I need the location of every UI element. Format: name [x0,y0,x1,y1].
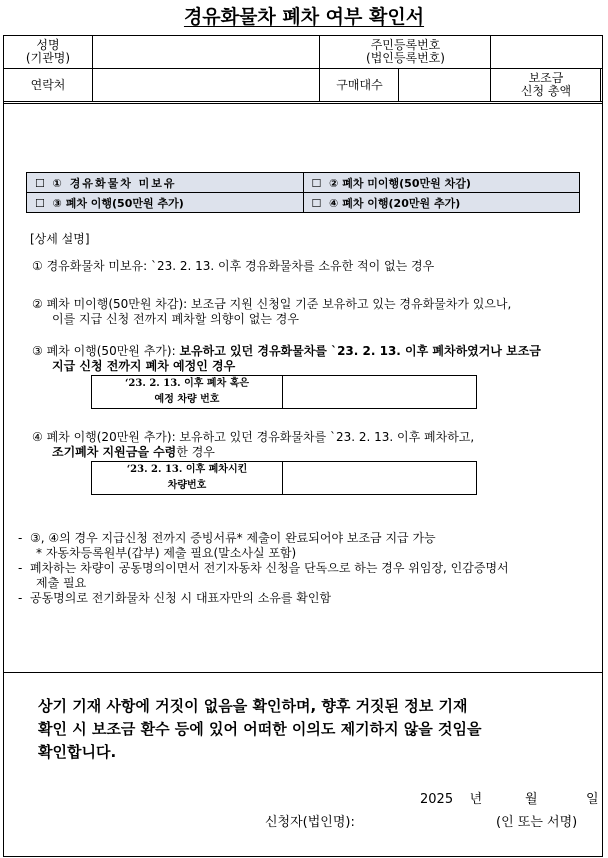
applicant-label: 신청자(법인명): [265,815,355,830]
detail-item-1: ① 경유화물차 미보유: `23. 2. 13. 이후 경유화물차를 소유한 적이 없는 경우 [32,259,435,273]
checkbox-icon[interactable]: ☐ [35,196,45,210]
checkbox-icon[interactable]: ☐ [311,176,322,190]
section-divider [3,103,603,104]
seal-label: (인 또는 서명) [496,815,578,830]
detail-item-4: ④ 폐차 이행(20만원 추가): 보유하고 있던 경유화물차를 `23. 2. 13. 이후 폐차하고, 조기폐차 지원금을 수령한 경우 [32,430,475,459]
scrap-plan-vehicle-table [91,375,477,409]
scrapped-vehicle-field[interactable] [283,462,477,495]
name-label: 성명 (기관명) [4,36,93,69]
subsidy-amount-field[interactable] [601,69,603,102]
scrapped-vehicle-table [91,461,477,495]
status-options-table [26,172,580,213]
option-not-scrapped[interactable]: ☐ ② 폐차 미이행(50만원 차감) [303,173,580,193]
applicant-info-table [3,35,603,102]
registration-number-label: 주민등록번호 (법인등록번호) [320,36,491,69]
option-scrapped-20[interactable]: ☐ ④ 폐차 이행(20만원 추가) [303,193,580,213]
confirmation-statement: 상기 기재 사항에 거짓이 없음을 확인하며, 향후 거짓된 정보 기재 확인 시 보조금 환수 등에 있어 어떠한 이의도 제기하지 않을 것임을 확인합니다. [38,697,482,761]
scrapped-vehicle-label: ‘23. 2. 13. 이후 폐차시킨 차량번호 [92,462,283,495]
scrap-plan-vehicle-label: ‘23. 2. 13. 이후 폐차 혹은 예정 차량 번호 [92,376,283,409]
detail-item-2: ② 폐차 미이행(50만원 차감): 보조금 지원 신청일 기준 보유하고 있는 경유화물차가 있으나, 이를 지급 신청 전까지 폐차할 의향이 없는 경우 [32,297,512,326]
date-day: 일 [586,792,599,807]
date-month: 월 [525,792,538,807]
contact-field[interactable] [93,69,320,102]
purchase-count-field[interactable] [399,69,491,102]
detail-header: [상세 설명] [30,232,90,246]
purchase-count-label: 구매대수 [320,69,399,102]
option-no-diesel-truck[interactable]: ☐ ① 경유화물차 미보유 [27,173,304,193]
checkbox-icon[interactable]: ☐ [311,196,322,210]
notes: - ③, ④의 경우 지급신청 전까지 증빙서류* 제출이 완료되어야 보조금 지급 가능 * 자동차등록원부(갑부) 제출 필요(말소사실 포함) - 폐차하는 차량이 공동명의이면서 전기자동차 신청을 단독으로 하는 경우 위임장, 인감증명서 제출 필요 - 공동명의로 전기화물차 신청 시 대표자만의 소유를 확인함 [18,531,509,605]
option-scrapped-50[interactable]: ☐ ③ 폐차 이행(50만원 추가) [27,193,304,213]
document-title: 경유화물차 폐차 여부 확인서 [183,6,425,28]
scrap-plan-vehicle-field[interactable] [283,376,477,409]
subsidy-amount-label: 보조금 신청 총액 [491,69,601,102]
contact-label: 연락처 [4,69,93,102]
detail-item-3: ③ 폐차 이행(50만원 추가): 보유하고 있던 경유화물차를 `23. 2. 13. 이후 폐차하였거나 보조금 지급 신청 전까지 폐차 예정인 경우 [32,344,541,373]
registration-number-field[interactable] [491,36,603,69]
section-divider [3,672,603,673]
date-year: 2025 년 [420,792,483,807]
checkbox-icon[interactable]: ☐ [35,176,45,190]
name-field[interactable] [93,36,320,69]
